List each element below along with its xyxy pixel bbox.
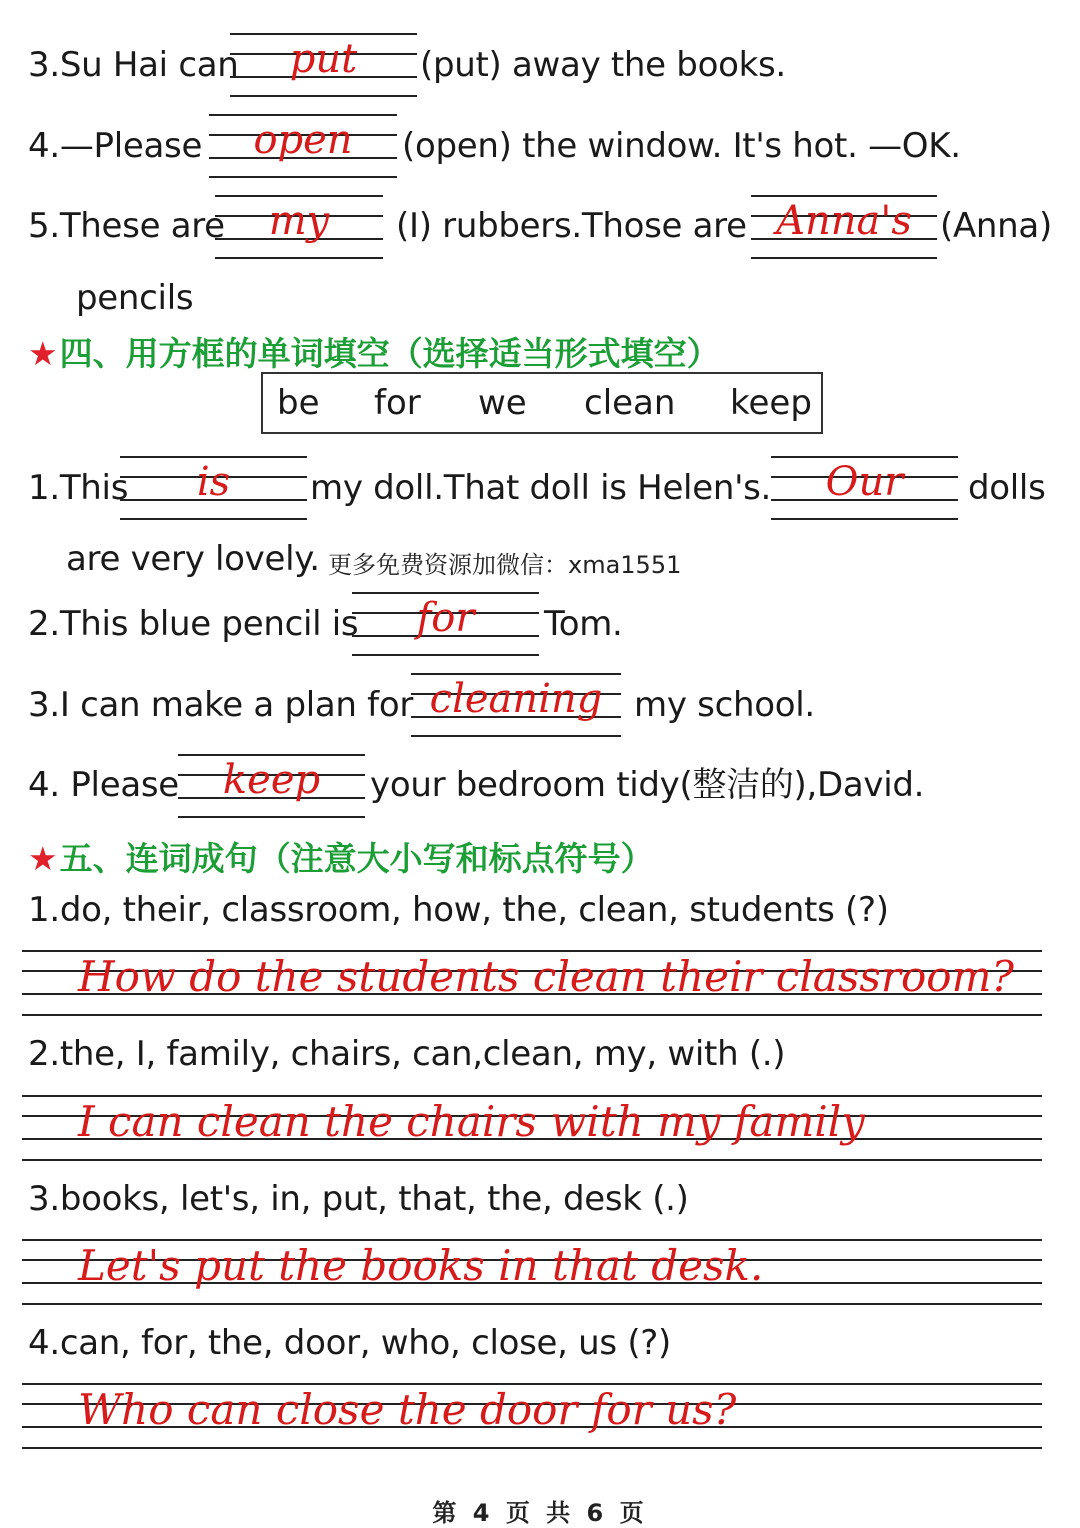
section4-question-1-suffix: dolls <box>968 468 1046 508</box>
answer-blank <box>215 195 383 259</box>
answer-blank <box>120 456 307 520</box>
question-3-suffix: (put) away the books. <box>420 45 786 85</box>
section4-question-2-prefix: 2.This blue pencil is <box>28 604 359 644</box>
handwritten-answer: keep <box>222 757 321 803</box>
word-box-item: keep <box>730 383 812 423</box>
section-5-title-text: 五、连词成句（注意大小写和标点符号） <box>59 839 654 878</box>
writing-lines <box>22 1095 1042 1161</box>
handwritten-answer: my <box>268 198 330 244</box>
writing-lines <box>22 950 1042 1016</box>
writing-lines <box>22 1383 1042 1449</box>
handwritten-answer: Anna's <box>776 198 912 244</box>
answer-blank <box>178 754 365 818</box>
section4-question-3-prefix: 3.I can make a plan for <box>28 685 414 725</box>
writing-lines <box>22 1239 1042 1305</box>
section4-question-1-continuation: are very lovely. <box>66 539 320 579</box>
word-box-item: clean <box>584 383 676 423</box>
answer-blank <box>209 114 397 178</box>
section5-prompt: 4.can, for, the, door, who, close, us (?) <box>28 1323 671 1363</box>
handwritten-answer: cleaning <box>429 676 603 722</box>
section-4-title <box>28 334 720 373</box>
section4-question-3-suffix: my school. <box>634 685 815 725</box>
section5-prompt: 3.books, let's, in, put, that, the, desk (.) <box>28 1179 689 1219</box>
section5-prompt: 2.the, I, family, chairs, can,clean, my, with (.) <box>28 1034 786 1074</box>
star-icon: ★ <box>28 839 58 878</box>
section4-question-1-middle: my doll.That doll is Helen's. <box>310 468 772 508</box>
section4-question-4-suffix: your bedroom tidy(整洁的),David. <box>370 765 925 805</box>
word-box <box>261 372 823 434</box>
handwritten-answer: How do the students clean their classroom? <box>78 952 1014 1001</box>
section-4-title-text: 四、用方框的单词填空（选择适当形式填空） <box>59 334 720 373</box>
question-5-prefix: 5.These are <box>28 206 225 246</box>
handwritten-answer: Let's put the books in that desk. <box>78 1241 764 1290</box>
watermark-note: 更多免费资源加微信：xma1551 <box>328 551 682 579</box>
answer-blank <box>751 195 937 259</box>
answer-blank <box>771 456 958 520</box>
answer-blank <box>352 592 539 656</box>
question-4-suffix: (open) the window. It's hot. —OK. <box>402 126 961 166</box>
handwritten-answer: Who can close the door for us? <box>78 1385 737 1434</box>
word-box-item: we <box>478 383 527 423</box>
handwritten-answer: I can clean the chairs with my family <box>78 1097 865 1146</box>
page-footer: 第 4 页 共 6 页 <box>432 1499 648 1527</box>
section4-question-1-prefix: 1.This <box>28 468 129 508</box>
answer-blank <box>230 33 417 97</box>
section4-question-4-prefix: 4. Please <box>28 765 179 805</box>
question-4-prefix: 4.—Please <box>28 126 203 166</box>
handwritten-answer: put <box>289 36 358 82</box>
handwritten-answer: is <box>196 459 231 505</box>
question-5-suffix: (Anna) <box>940 206 1052 246</box>
word-box-item: be <box>277 383 320 423</box>
section-5-title <box>28 839 654 878</box>
word-box-item: for <box>374 383 421 423</box>
question-3-prefix: 3.Su Hai can <box>28 45 239 85</box>
handwritten-answer: open <box>253 117 353 163</box>
question-5-middle: (I) rubbers.Those are <box>396 206 747 246</box>
handwritten-answer: for <box>416 595 475 641</box>
answer-blank <box>411 673 621 737</box>
question-5-continuation: pencils <box>76 278 194 318</box>
star-icon: ★ <box>28 334 58 373</box>
section4-question-2-suffix: Tom. <box>544 604 623 644</box>
section5-prompt: 1.do, their, classroom, how, the, clean, students (?) <box>28 890 889 930</box>
handwritten-answer: Our <box>825 459 904 505</box>
